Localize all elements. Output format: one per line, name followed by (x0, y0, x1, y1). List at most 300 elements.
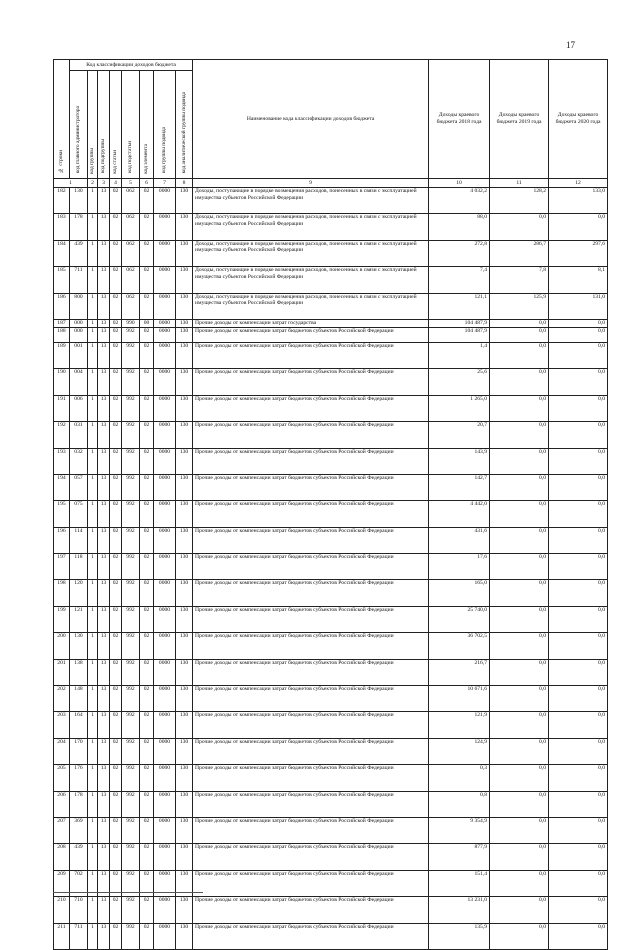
value-2019: 0,0 (490, 527, 549, 553)
income-name: Прочие доходы от компенсации затрат бюджетов субъектов Российской Федерации (193, 897, 429, 923)
admin-code: 711 (70, 923, 88, 949)
value-2019: 128,2 (490, 188, 549, 214)
subgroup-code: 13 (98, 844, 110, 870)
subgroup-code: 13 (98, 659, 110, 685)
admin-code: 176 (70, 765, 88, 791)
analytic-group-code: 130 (176, 422, 193, 448)
table-row (54, 327, 608, 342)
column-number: 3 (98, 179, 110, 188)
value-2020: 0,0 (549, 422, 608, 448)
group-code: 1 (88, 188, 98, 214)
table-row (54, 686, 608, 712)
row-number: 185 (54, 267, 70, 293)
article-code: 02 (110, 527, 122, 553)
analytic-group-code: 130 (176, 554, 193, 580)
value-2018: 13 231,0 (429, 897, 490, 923)
subgroup-code: 13 (98, 686, 110, 712)
value-2018: 9 354,9 (429, 817, 490, 843)
article-code: 02 (110, 319, 122, 327)
column-number: 11 (490, 179, 549, 188)
analytic-group-code: 130 (176, 214, 193, 240)
subgroup-code: 13 (98, 395, 110, 421)
program-group-code: 0000 (154, 267, 176, 293)
income-name: Прочие доходы от компенсации затрат бюджетов субъектов Российской Федерации (193, 712, 429, 738)
admin-code: 439 (70, 240, 88, 266)
article-code: 02 (110, 395, 122, 421)
value-2020: 133,0 (549, 188, 608, 214)
income-name: Прочие доходы от компенсации затрат бюджетов субъектов Российской Федерации (193, 580, 429, 606)
row-number: 210 (54, 897, 70, 923)
row-number: 191 (54, 395, 70, 421)
column-number: 8 (176, 179, 193, 188)
header-row-no: № строки (54, 60, 70, 179)
value-2019: 0,0 (490, 923, 549, 949)
element-code: 02 (140, 240, 154, 266)
value-2018: 431,6 (429, 527, 490, 553)
program-group-code: 0000 (154, 369, 176, 395)
value-2019: 0,0 (490, 327, 549, 342)
table-row (54, 580, 608, 606)
value-2019: 125,9 (490, 293, 549, 319)
subgroup-code: 13 (98, 606, 110, 632)
article-code: 02 (110, 738, 122, 764)
subarticle-code: 992 (122, 448, 140, 474)
value-2018: 121,9 (429, 712, 490, 738)
value-2018: 10 671,6 (429, 686, 490, 712)
value-2019: 0,0 (490, 686, 549, 712)
row-number: 198 (54, 580, 70, 606)
value-2019: 0,0 (490, 817, 549, 843)
row-number: 202 (54, 686, 70, 712)
program-group-code: 0000 (154, 293, 176, 319)
value-2018: 142,7 (429, 474, 490, 500)
article-code: 02 (110, 422, 122, 448)
subarticle-code: 992 (122, 327, 140, 342)
group-code: 1 (88, 712, 98, 738)
group-code: 1 (88, 422, 98, 448)
header-subgroup: код подгруппы (98, 71, 110, 179)
group-code: 1 (88, 501, 98, 527)
article-code: 02 (110, 923, 122, 949)
header-2020: Доходы краевого бюджета 2020 года (549, 60, 608, 179)
program-group-code: 0000 (154, 580, 176, 606)
article-code: 02 (110, 474, 122, 500)
group-code: 1 (88, 474, 98, 500)
group-code: 1 (88, 659, 98, 685)
column-number: 7 (154, 179, 176, 188)
element-code: 02 (140, 395, 154, 421)
table-row (54, 738, 608, 764)
element-code: 02 (140, 897, 154, 923)
program-group-code: 0000 (154, 659, 176, 685)
element-code: 02 (140, 474, 154, 500)
admin-code: 118 (70, 554, 88, 580)
value-2020: 0,0 (549, 527, 608, 553)
element-code: 02 (140, 870, 154, 896)
group-code: 1 (88, 319, 98, 327)
subarticle-code: 992 (122, 395, 140, 421)
value-2020: 0,0 (549, 712, 608, 738)
analytic-group-code: 130 (176, 765, 193, 791)
analytic-group-code: 130 (176, 844, 193, 870)
income-name: Прочие доходы от компенсации затрат бюджетов субъектов Российской Федерации (193, 422, 429, 448)
row-number: 205 (54, 765, 70, 791)
income-name: Доходы, поступающие в порядке возмещения расходов, понесенных в связи с эксплуатацией имущества субъектов Российской Федерации (193, 293, 429, 319)
program-group-code: 0000 (154, 327, 176, 342)
row-number: 209 (54, 870, 70, 896)
income-name: Прочие доходы от компенсации затрат бюджетов субъектов Российской Федерации (193, 791, 429, 817)
admin-code: 178 (70, 214, 88, 240)
subgroup-code: 13 (98, 554, 110, 580)
subarticle-code: 062 (122, 240, 140, 266)
table-row (54, 188, 608, 214)
row-number: 204 (54, 738, 70, 764)
subarticle-code: 992 (122, 844, 140, 870)
value-2018: 20,7 (429, 422, 490, 448)
header-2018: Доходы краевого бюджета 2018 года (429, 60, 490, 179)
subarticle-code: 992 (122, 765, 140, 791)
element-code: 00 (140, 319, 154, 327)
income-name: Прочие доходы от компенсации затрат бюджетов субъектов Российской Федерации (193, 659, 429, 685)
table-row (54, 422, 608, 448)
article-code: 02 (110, 897, 122, 923)
table-row (54, 923, 608, 949)
subarticle-code: 992 (122, 791, 140, 817)
group-code: 1 (88, 293, 98, 319)
article-code: 02 (110, 817, 122, 843)
value-2020: 0,0 (549, 448, 608, 474)
program-group-code: 0000 (154, 342, 176, 368)
value-2020: 0,0 (549, 844, 608, 870)
income-name: Доходы, поступающие в порядке возмещения расходов, понесенных в связи с эксплуатацией имущества субъектов Российской Федерации (193, 240, 429, 266)
program-group-code: 0000 (154, 527, 176, 553)
article-code: 02 (110, 342, 122, 368)
value-2018: 25,6 (429, 369, 490, 395)
income-name: Прочие доходы от компенсации затрат бюджетов субъектов Российской Федерации (193, 554, 429, 580)
element-code: 02 (140, 844, 154, 870)
subarticle-code: 992 (122, 422, 140, 448)
value-2020: 0,0 (549, 501, 608, 527)
subarticle-code: 992 (122, 659, 140, 685)
value-2019: 0,0 (490, 474, 549, 500)
article-code: 02 (110, 791, 122, 817)
admin-code: 032 (70, 448, 88, 474)
article-code: 02 (110, 844, 122, 870)
value-2019: 0,0 (490, 422, 549, 448)
value-2018: 216,7 (429, 659, 490, 685)
value-2018: 165,0 (429, 580, 490, 606)
value-2019: 0,0 (490, 369, 549, 395)
value-2020: 297,6 (549, 240, 608, 266)
value-2018: 88,0 (429, 214, 490, 240)
value-2019: 0,0 (490, 712, 549, 738)
value-2020: 0,0 (549, 791, 608, 817)
value-2018: 143,9 (429, 448, 490, 474)
subarticle-code: 062 (122, 267, 140, 293)
table-row (54, 817, 608, 843)
analytic-group-code: 130 (176, 527, 193, 553)
table-row (54, 712, 608, 738)
value-2020: 0,0 (549, 606, 608, 632)
program-group-code: 0000 (154, 606, 176, 632)
program-group-code: 0000 (154, 633, 176, 659)
row-number: 187 (54, 319, 70, 327)
article-code: 02 (110, 870, 122, 896)
article-code: 02 (110, 240, 122, 266)
subgroup-code: 13 (98, 267, 110, 293)
value-2019: 0,0 (490, 870, 549, 896)
group-code: 1 (88, 240, 98, 266)
admin-code: 006 (70, 395, 88, 421)
analytic-group-code: 130 (176, 319, 193, 327)
program-group-code: 0000 (154, 188, 176, 214)
value-2019: 0,0 (490, 765, 549, 791)
table-row (54, 527, 608, 553)
income-name: Доходы, поступающие в порядке возмещения расходов, понесенных в связи с эксплуатацией имущества субъектов Российской Федерации (193, 214, 429, 240)
analytic-group-code: 130 (176, 240, 193, 266)
value-2018: 124,9 (429, 738, 490, 764)
value-2019: 0,0 (490, 319, 549, 327)
subgroup-code: 13 (98, 712, 110, 738)
analytic-group-code: 130 (176, 267, 193, 293)
value-2018: 135,9 (429, 923, 490, 949)
value-2019: 7,8 (490, 267, 549, 293)
row-number: 190 (54, 369, 70, 395)
group-code: 1 (88, 267, 98, 293)
income-name: Прочие доходы от компенсации затрат бюджетов субъектов Российской Федерации (193, 474, 429, 500)
value-2020: 0,0 (549, 342, 608, 368)
program-group-code: 0000 (154, 738, 176, 764)
value-2020: 0,0 (549, 659, 608, 685)
subgroup-code: 13 (98, 765, 110, 791)
analytic-group-code: 130 (176, 659, 193, 685)
row-number: 203 (54, 712, 70, 738)
element-code: 02 (140, 686, 154, 712)
row-number: 186 (54, 293, 70, 319)
row-number: 197 (54, 554, 70, 580)
header-name: Наименование кода классификации доходов бюджета (193, 60, 429, 179)
admin-code: 170 (70, 738, 88, 764)
subgroup-code: 13 (98, 188, 110, 214)
program-group-code: 0000 (154, 686, 176, 712)
program-group-code: 0000 (154, 870, 176, 896)
element-code: 02 (140, 267, 154, 293)
subgroup-code: 13 (98, 474, 110, 500)
group-code: 1 (88, 633, 98, 659)
subarticle-code: 992 (122, 474, 140, 500)
subgroup-code: 13 (98, 369, 110, 395)
income-name: Прочие доходы от компенсации затрат бюджетов субъектов Российской Федерации (193, 527, 429, 553)
value-2018: 1,4 (429, 342, 490, 368)
row-number: 196 (54, 527, 70, 553)
value-2020: 0,0 (549, 319, 608, 327)
group-code: 1 (88, 817, 98, 843)
group-code: 1 (88, 554, 98, 580)
subarticle-code: 992 (122, 633, 140, 659)
value-2018: 36 702,5 (429, 633, 490, 659)
group-code: 1 (88, 395, 98, 421)
article-code: 02 (110, 327, 122, 342)
row-number: 182 (54, 188, 70, 214)
element-code: 02 (140, 501, 154, 527)
subgroup-code: 13 (98, 527, 110, 553)
group-code: 1 (88, 369, 98, 395)
value-2020: 0,0 (549, 686, 608, 712)
income-name: Прочие доходы от компенсации затрат бюджетов субъектов Российской Федерации (193, 765, 429, 791)
element-code: 02 (140, 342, 154, 368)
value-2020: 0,0 (549, 474, 608, 500)
row-number: 183 (54, 214, 70, 240)
value-2020: 0,0 (549, 817, 608, 843)
admin-code: 114 (70, 527, 88, 553)
analytic-group-code: 130 (176, 293, 193, 319)
program-group-code: 0000 (154, 791, 176, 817)
program-group-code: 0000 (154, 395, 176, 421)
element-code: 02 (140, 633, 154, 659)
analytic-group-code: 130 (176, 395, 193, 421)
analytic-group-code: 130 (176, 712, 193, 738)
table-row (54, 448, 608, 474)
row-number: 199 (54, 606, 70, 632)
subgroup-code: 13 (98, 448, 110, 474)
analytic-group-code: 130 (176, 738, 193, 764)
table-row (54, 791, 608, 817)
subgroup-code: 13 (98, 327, 110, 342)
subgroup-code: 13 (98, 342, 110, 368)
value-2020: 0,0 (549, 870, 608, 896)
subgroup-code: 13 (98, 817, 110, 843)
row-number: 201 (54, 659, 70, 685)
value-2020: 0,0 (549, 923, 608, 949)
article-code: 02 (110, 214, 122, 240)
value-2018: 7,4 (429, 267, 490, 293)
income-name: Доходы, поступающие в порядке возмещения расходов, понесенных в связи с эксплуатацией имущества субъектов Российской Федерации (193, 188, 429, 214)
value-2018: 121,1 (429, 293, 490, 319)
article-code: 02 (110, 267, 122, 293)
admin-code: 710 (70, 897, 88, 923)
subarticle-code: 062 (122, 293, 140, 319)
element-code: 02 (140, 738, 154, 764)
group-code: 1 (88, 738, 98, 764)
program-group-code: 0000 (154, 240, 176, 266)
subarticle-code: 992 (122, 501, 140, 527)
program-group-code: 0000 (154, 844, 176, 870)
admin-code: 121 (70, 606, 88, 632)
element-code: 02 (140, 422, 154, 448)
table-row (54, 659, 608, 685)
value-2019: 0,0 (490, 580, 549, 606)
admin-code: 001 (70, 342, 88, 368)
subarticle-code: 992 (122, 527, 140, 553)
value-2018: 877,9 (429, 844, 490, 870)
subgroup-code: 13 (98, 897, 110, 923)
header-analytic-group: код аналитической группы подвида (176, 71, 193, 179)
admin-code: 800 (70, 293, 88, 319)
row-number: 189 (54, 342, 70, 368)
program-group-code: 0000 (154, 897, 176, 923)
element-code: 02 (140, 327, 154, 342)
subarticle-code: 062 (122, 214, 140, 240)
value-2020: 8,1 (549, 267, 608, 293)
income-name: Прочие доходы от компенсации затрат бюджетов субъектов Российской Федерации (193, 633, 429, 659)
admin-code: 075 (70, 501, 88, 527)
program-group-code: 0000 (154, 554, 176, 580)
subarticle-code: 992 (122, 738, 140, 764)
article-code: 02 (110, 712, 122, 738)
table-row (54, 369, 608, 395)
header-element: код элемента (140, 71, 154, 179)
income-name: Прочие доходы от компенсации затрат бюджетов субъектов Российской Федерации (193, 817, 429, 843)
analytic-group-code: 130 (176, 817, 193, 843)
analytic-group-code: 130 (176, 580, 193, 606)
subgroup-code: 13 (98, 870, 110, 896)
admin-code: 178 (70, 791, 88, 817)
subarticle-code: 992 (122, 897, 140, 923)
admin-code: 148 (70, 686, 88, 712)
table-row (54, 606, 608, 632)
analytic-group-code: 130 (176, 686, 193, 712)
admin-code: 369 (70, 817, 88, 843)
subgroup-code: 13 (98, 738, 110, 764)
group-code: 1 (88, 214, 98, 240)
program-group-code: 0000 (154, 817, 176, 843)
analytic-group-code: 130 (176, 606, 193, 632)
group-code: 1 (88, 923, 98, 949)
subarticle-code: 990 (122, 319, 140, 327)
income-name: Прочие доходы от компенсации затрат бюджетов субъектов Российской Федерации (193, 369, 429, 395)
value-2018: 17,6 (429, 554, 490, 580)
header-article: код статьи (110, 71, 122, 179)
table-row (54, 897, 608, 923)
table-row (54, 214, 608, 240)
subgroup-code: 13 (98, 501, 110, 527)
header-classification-group: Код классификации доходов бюджета (70, 60, 193, 71)
article-code: 02 (110, 369, 122, 395)
element-code: 02 (140, 817, 154, 843)
group-code: 1 (88, 342, 98, 368)
value-2019: 0,0 (490, 395, 549, 421)
analytic-group-code: 130 (176, 923, 193, 949)
group-code: 1 (88, 327, 98, 342)
income-name: Прочие доходы от компенсации затрат государства (193, 319, 429, 327)
element-code: 02 (140, 791, 154, 817)
article-code: 02 (110, 501, 122, 527)
table-row (54, 342, 608, 368)
value-2019: 0,0 (490, 659, 549, 685)
article-code: 02 (110, 580, 122, 606)
element-code: 02 (140, 659, 154, 685)
subgroup-code: 13 (98, 923, 110, 949)
row-number: 211 (54, 923, 70, 949)
value-2020: 131,0 (549, 293, 608, 319)
value-2020: 0,0 (549, 327, 608, 342)
header-2019: Доходы краевого бюджета 2019 года (490, 60, 549, 179)
group-code: 1 (88, 580, 98, 606)
value-2020: 0,0 (549, 633, 608, 659)
row-number: 206 (54, 791, 70, 817)
admin-code: 000 (70, 327, 88, 342)
value-2019: 0,0 (490, 606, 549, 632)
value-2018: 104 487,9 (429, 319, 490, 327)
group-code: 1 (88, 844, 98, 870)
admin-code: 004 (70, 369, 88, 395)
table-row (54, 844, 608, 870)
value-2020: 0,0 (549, 554, 608, 580)
admin-code: 000 (70, 319, 88, 327)
article-code: 02 (110, 606, 122, 632)
article-code: 02 (110, 448, 122, 474)
column-number: 6 (140, 179, 154, 188)
